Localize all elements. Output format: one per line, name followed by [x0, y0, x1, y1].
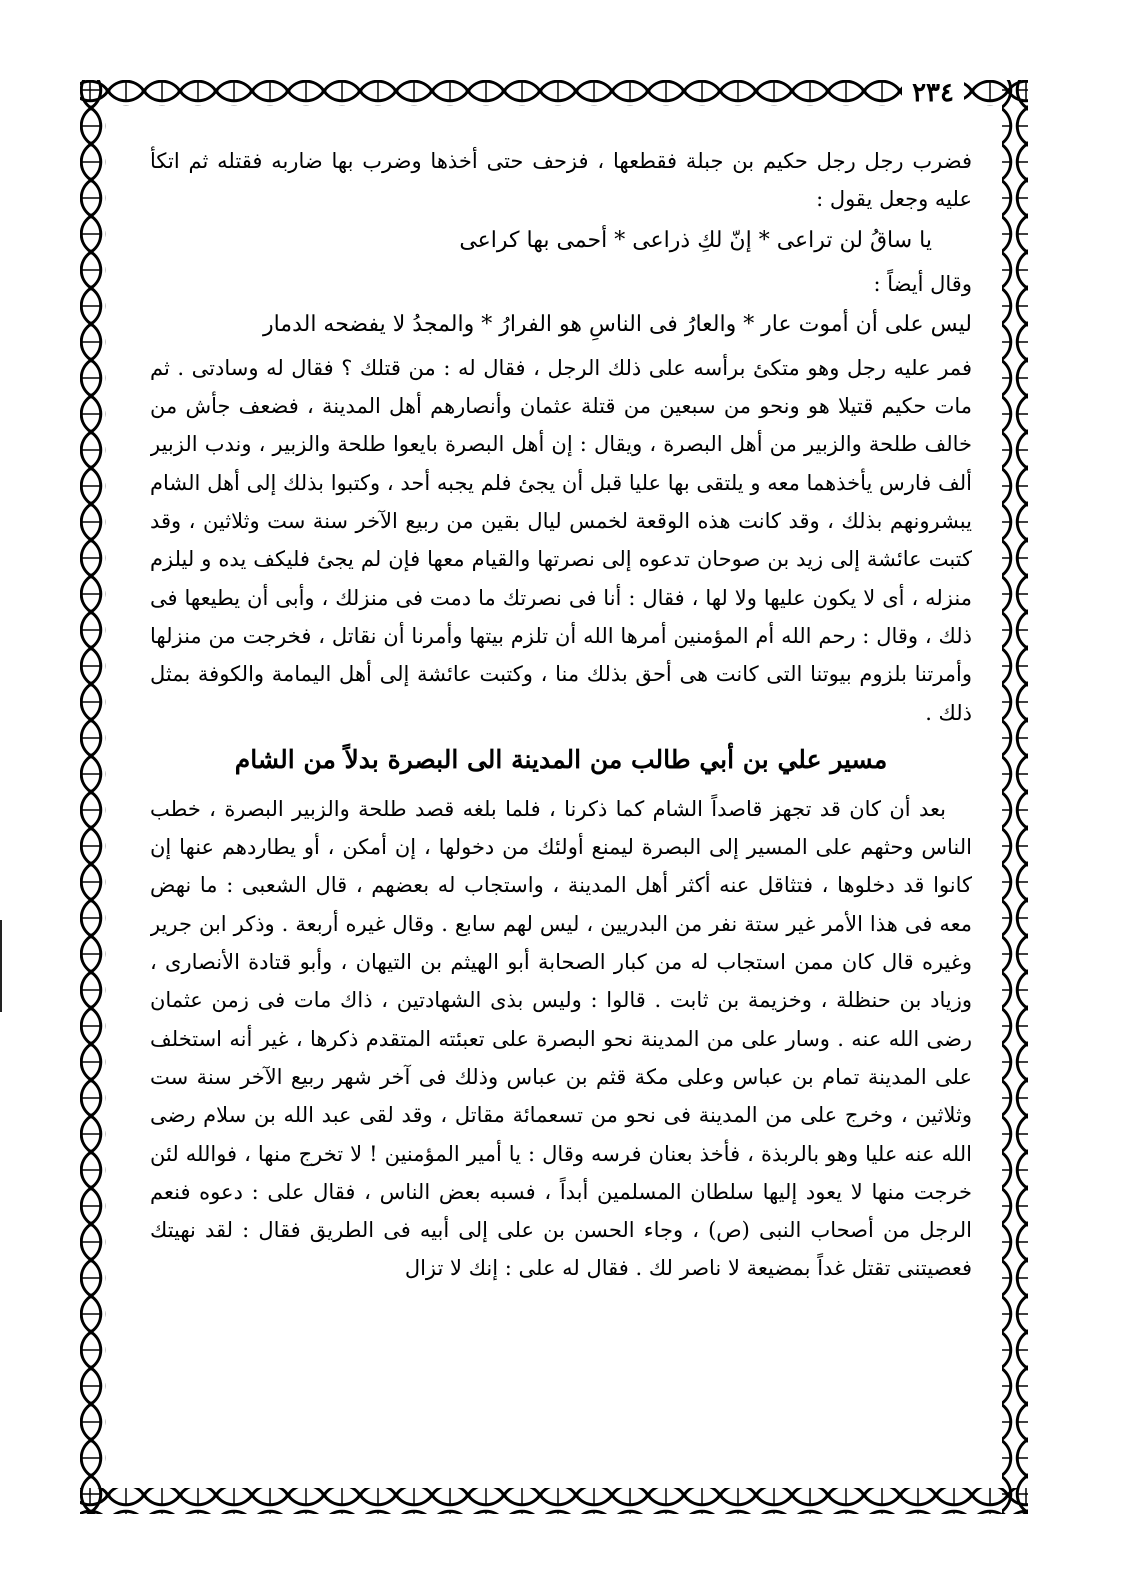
verse-line: يا ساقُ لن تراعى * إنّ لكِ ذراعى * أحمى بها كراعى: [459, 227, 932, 253]
scan-edge-mark: [0, 920, 2, 1012]
opening-paragraph: فضرب رجل رجل حكيم بن جبلة فقطعها ، فزحف حتى أخذها وضرب بها ضاربه فقتله ثم اتكأ عليه وجعل يقول :: [150, 149, 972, 212]
page-number: ٢٣٤: [902, 78, 964, 108]
section-heading: مسير علي بن أبي طالب من المدينة الى البصرة بدلاً من الشام: [234, 744, 888, 774]
said-also-line: وقال أيضاً :: [873, 271, 972, 296]
body-paragraph: فمر عليه رجل وهو متكئ برأسه على ذلك الرجل ، فقال له : من قتلك ؟ فقال له وسادتى . ثم مات حكيم قتيلا هو ونحو من سبعين من قتلة عثمان وأنصارهم أهل المدينة ، فضعف جأش من خالف طلحة والزبير من أهل البصرة ، ويقال : إن أهل البصرة بايعوا طلحة والزبير ، وندب الزبير ألف فارس يأخذهما معه و يلتقى بها عليا قبل أن يجئ فلم يجبه أحد ، وكتبوا بذلك إلى أهل الشام يبشرونهم بذلك ، وقد كانت هذه الوقعة لخمس ليال بقين من ربيع الآخر سنة ست وثلاثين ، وقد كتبت عائشة إلى زيد بن صوحان تدعوه إلى نصرتها والقيام معها فإن لم يجئ فليكف يده و ليلزم منزله ، أى لا يكون عليها ولا لها ، فقال : أنا فى نصرتك ما دمت فى منزلك ، وأبى أن يطيعها فى ذلك ، وقال : رحم الله أم المؤمنين أمرها الله أن تلزم بيتها وأمرنا أن نقاتل ، فخرجت من منزلها وأمرتنا بلزوم بيوتنا التى كانت هى أحق بذلك منا ، وكتبت عائشة إلى أهل اليمامة والكوفة بمثل ذلك .: [150, 355, 972, 725]
body-paragraph: بعد أن كان قد تجهز قاصداً الشام كما ذكرنا ، فلما بلغه قصد طلحة والزبير البصرة ، خطب الناس وحثهم على المسير إلى البصرة ليمنع أولئك من دخولها ، إن أمكن ، أو يطاردهم عنها إن كانوا قد دخلوها ، فتثاقل عنه أكثر أهل المدينة ، واستجاب له بعضهم ، قال الشعبى : ما نهض معه فى هذا الأمر غير ستة نفر من البدريين ، ليس لهم سابع . وقال غيره أربعة . وذكر ابن جرير وغيره قال كان ممن استجاب له من كبار الصحابة أبو الهيثم بن التيهان ، وأبو قتادة الأنصارى ، وزياد بن حنظلة ، وخزيمة بن ثابت . قالوا : وليس بذى الشهادتين ، ذاك مات فى زمن عثمان رضى الله عنه . وسار على من المدينة نحو البصرة على تعبئته المتقدم ذكرها ، غير أنه استخلف على المدينة تمام بن عباس وعلى مكة قثم بن عباس وذلك فى آخر شهر ربيع الآخر سنة ست وثلاثين ، وخرج على من المدينة فى نحو من تسعمائة مقاتل ، وقد لقى عبد الله بن سلام رضى الله عنه عليا وهو بالربذة ، فأخذ بعنان فرسه وقال : يا أمير المؤمنين ! لا تخرج منها ، فوالله لئن خرجت منها لا يعود إليها سلطان المسلمين أبداً ، فسبه بعض الناس ، فقال على : دعوه فنعم الرجل من أصحاب النبى (ص) ، وجاء الحسن بن على إلى أبيه فى الطريق فقال : لقد نهيتك فعصيتنى تقتل غداً بمضيعة لا ناصر لك . فقال له على : إنك لا تزال: [150, 796, 972, 1281]
verse-line: ليس على أن أموت عار * والعارُ فى الناسِ هو الفرارُ * والمجدُ لا يفضحه الدمار: [262, 311, 972, 337]
page-text: [150, 142, 972, 1472]
